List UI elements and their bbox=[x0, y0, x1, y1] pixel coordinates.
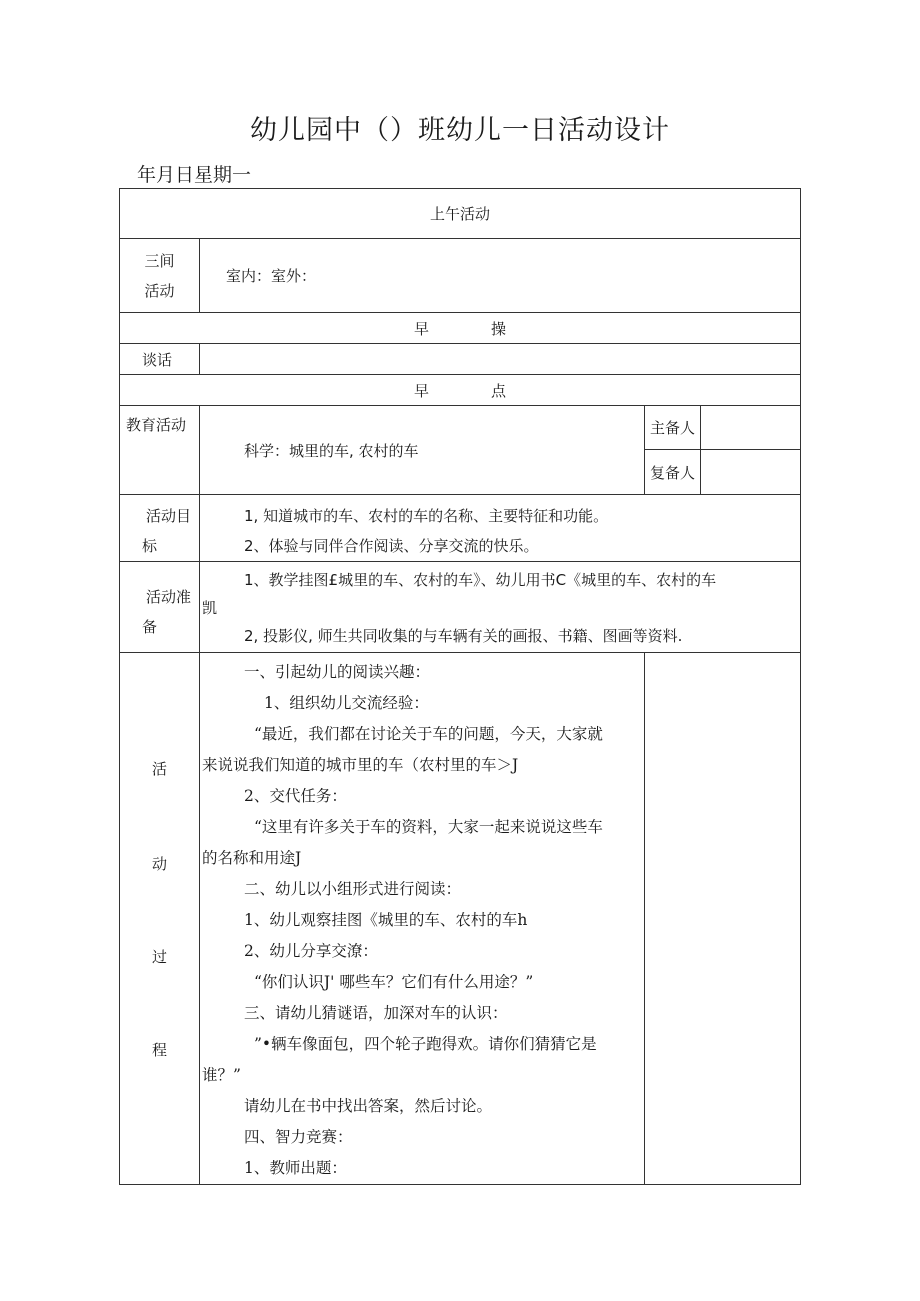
process-content-cell bbox=[200, 653, 645, 1185]
process-line: 三、请幼儿猜谜语，加深对车的认识： bbox=[244, 1004, 508, 1022]
morning-activity-header bbox=[120, 189, 801, 239]
process-line: “最近，我们都在讨论关于车的问题，今天，大家就 bbox=[254, 725, 603, 743]
activity-table bbox=[119, 188, 801, 1185]
prep-content-cell bbox=[200, 562, 801, 653]
process-line: 的名称和用途J bbox=[202, 849, 302, 867]
process-line: “这里有许多关于车的资料，大家一起来说说这些车 bbox=[254, 818, 603, 836]
tanhua-content-cell bbox=[200, 344, 801, 375]
date-line: 年月日星期一 bbox=[137, 164, 252, 186]
process-line: 谁？” bbox=[202, 1066, 241, 1084]
process-label-char: 过 bbox=[151, 948, 167, 966]
prep-label-cell bbox=[120, 562, 200, 653]
page-title: 幼儿园中（）班幼儿一日活动设计 bbox=[250, 115, 670, 146]
process-line: 请幼儿在书中找出答案，然后讨论。 bbox=[244, 1097, 493, 1115]
goals-content-cell bbox=[200, 495, 801, 562]
process-line: 1、组织幼儿交流经验： bbox=[264, 694, 429, 712]
process-line: 1、教师出题： bbox=[244, 1159, 347, 1177]
prep-line1: 1、教学挂图£城里的车、农村的车》、幼儿用书C《城里的车、农村的车 bbox=[244, 571, 717, 589]
zhubei-label-cell bbox=[645, 406, 701, 450]
prep-label-line2: 备 bbox=[142, 618, 158, 636]
sanjian-label-cell bbox=[120, 239, 200, 313]
process-line: 四、智力竞赛： bbox=[244, 1128, 353, 1146]
zaodian-char1: 早 bbox=[413, 381, 429, 400]
sanjian-label-line2: 活动 bbox=[144, 281, 175, 300]
process-line: 一、引起幼儿的阅读兴趣： bbox=[244, 663, 431, 681]
education-label-cell bbox=[120, 406, 200, 495]
goals-label-line2: 标 bbox=[142, 537, 158, 555]
zhubei-label: 主备人 bbox=[649, 419, 695, 437]
process-line: “你们认识J' 哪些车？它们有什么用途？” bbox=[254, 973, 534, 991]
zaodian-char2: 点 bbox=[491, 381, 507, 400]
process-line: 1、幼儿观察挂图《城里的车、农村的车h bbox=[244, 911, 528, 929]
process-line: 2、交代任务： bbox=[244, 787, 347, 805]
process-line: 来说说我们知道的城市里的车（农村里的车＞J bbox=[202, 756, 519, 774]
education-content: 科学：城里的车, 农村的车 bbox=[244, 441, 419, 460]
process-line: 2、幼儿分享交潦： bbox=[244, 942, 378, 960]
sanjian-content-cell bbox=[200, 239, 801, 313]
goal-item: 2、体验与同伴合作阅读、分享交流的快乐。 bbox=[244, 537, 539, 555]
zaocao-char2: 操 bbox=[491, 319, 507, 338]
fubei-value-cell bbox=[701, 450, 801, 495]
zaocao-row bbox=[120, 313, 801, 344]
goal-item: 1, 知道城市的车、农村的车的名称、主要特征和功能。 bbox=[244, 507, 609, 525]
sanjian-content: 室内：室外： bbox=[226, 267, 317, 285]
education-content-cell bbox=[200, 406, 645, 495]
zhubei-value-cell bbox=[701, 406, 801, 450]
process-label-cell bbox=[120, 653, 200, 1185]
education-label: 教育活动 bbox=[126, 416, 187, 434]
process-label-char: 活 bbox=[151, 760, 167, 778]
prep-label-line1: 活动准 bbox=[146, 588, 192, 606]
goals-label-cell bbox=[120, 495, 200, 562]
goals-label-line1: 活动目 bbox=[146, 507, 192, 525]
zaocao-char1: 早 bbox=[413, 319, 429, 338]
process-line: 二、幼儿以小组形式进行阅读： bbox=[244, 880, 462, 898]
fubei-label-cell bbox=[645, 450, 701, 495]
sanjian-label-line1: 三间 bbox=[144, 251, 175, 270]
zaodian-row bbox=[120, 375, 801, 406]
process-notes-cell bbox=[645, 653, 801, 1185]
fubei-label: 复备人 bbox=[649, 463, 695, 482]
morning-activity-label: 上午活动 bbox=[429, 205, 490, 223]
process-label-char: 动 bbox=[151, 855, 167, 873]
prep-line2: 凯 bbox=[202, 599, 218, 617]
prep-line3: 2, 投影仪, 师生共同收集的与车辆有关的画报、书籍、图画等资料. bbox=[244, 627, 683, 645]
process-label-char: 程 bbox=[151, 1041, 167, 1059]
tanhua-label: 谈话 bbox=[142, 350, 173, 369]
tanhua-label-cell bbox=[120, 344, 200, 375]
process-line: ”•辆车像面包，四个轮子跑得欢。请你们猜猜它是 bbox=[254, 1035, 597, 1053]
